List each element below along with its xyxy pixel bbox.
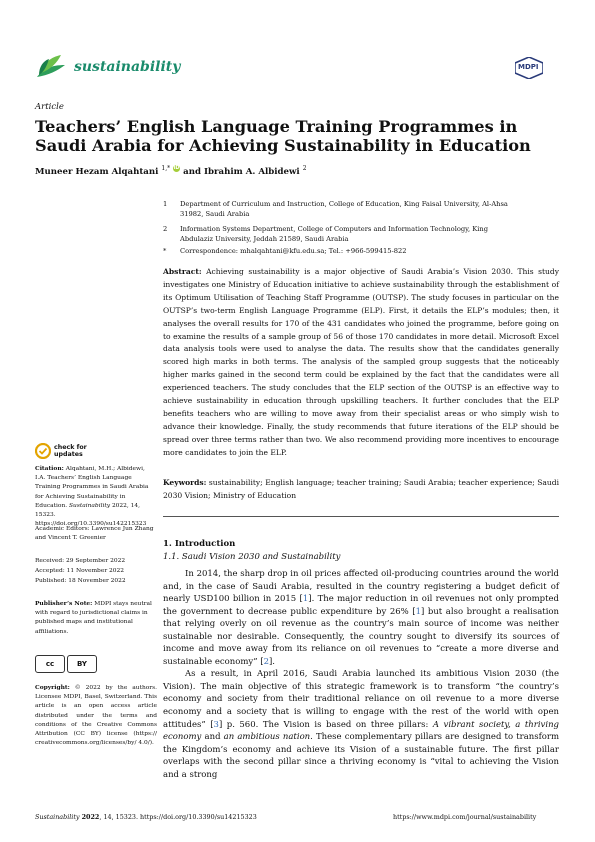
citation-link[interactable]: 1 bbox=[415, 606, 422, 617]
copyright bbox=[35, 683, 157, 748]
academic-editors: Academic Editors: Lawrence Jun Zhang and Vincent T. Greenier bbox=[35, 526, 154, 542]
abstract-label: Abstract: bbox=[163, 267, 202, 276]
abstract bbox=[163, 266, 559, 460]
paragraph: In 2014, the sharp drop in oil prices affected oil-producing countries around the world and, in the case of Saudi Arabia, resulted in the country registering a budget deficit of nearly USD100 billion in 2015 [1]. The major reduction in oil revenues not only prompted the government to decrease public expenditure by 26% [1] but also brought a realisation that relying overly on oil revenue as the country’s main source of income was neither sustainable nor desirable. Consequently, the country sought to diversify its sources of income and move away from its reliance on oil revenues to “create a more diverse and sustainable economy” [2]. bbox=[163, 569, 560, 667]
footer-year: 2022 bbox=[81, 813, 100, 821]
citation-journal: Sustainability bbox=[69, 502, 111, 509]
by-label: BY bbox=[76, 660, 88, 668]
article-type: Article bbox=[35, 102, 64, 112]
citation bbox=[35, 464, 157, 529]
citation-label: Citation: bbox=[35, 465, 64, 472]
check-updates-line1: check for bbox=[54, 444, 87, 451]
copyright-label: Copyright: bbox=[35, 684, 70, 691]
keywords-text: sustainability; English language; teacher training; Saudi Arabia; teacher experience; Saudi 2030 Vision; Ministry of Education bbox=[163, 478, 559, 500]
citation-volume[interactable]: 2022, 14, 15323. https://doi.org/10.3390/su142215323 bbox=[35, 502, 147, 528]
published-date: Published: 18 November 2022 bbox=[35, 578, 126, 584]
received-date: Received: 29 September 2022 bbox=[35, 558, 126, 564]
footer-url[interactable]: https://www.mdpi.com/journal/sustainability bbox=[393, 813, 537, 821]
check-updates-button[interactable] bbox=[35, 443, 95, 459]
affiliation-number: 1 bbox=[163, 200, 168, 208]
by-icon bbox=[67, 655, 97, 673]
affiliation-text: Department of Curriculum and Instruction, College of Education, King Faisal University, Al-Ahsa 31982, Saudi Arabia bbox=[180, 200, 508, 218]
author-name[interactable]: Muneer Hezam Alqahtani bbox=[35, 166, 159, 177]
cc-icon bbox=[35, 655, 65, 673]
section-title: 1. Introduction bbox=[163, 539, 236, 549]
footer-journal: Sustainability bbox=[35, 813, 80, 821]
footer-rest: , 14, 15323. https://doi.org/10.3390/su14215323 bbox=[99, 813, 257, 821]
keywords bbox=[163, 477, 559, 502]
affiliation-number: * bbox=[163, 247, 167, 255]
cc-by-license-badge[interactable] bbox=[35, 655, 97, 673]
author-sup: 2 bbox=[302, 165, 307, 172]
body-text bbox=[163, 568, 559, 781]
abstract-text: Achieving sustainability is a major objective of Saudi Arabia’s Vision 2030. This study investigates one Ministry of Education initiative to achieve sustainability through the establishment of its Optimum Utilisation of Teaching Staff Programme (OUTSP). The study focuses in particular on the OUTSP’s two-term English Language Programme (ELP). First, it details the ELP’s modules; then, it analyses the overall results for 170 of the 431 candidates who joined the programme, before going on to examine the results of a sample group of 56 of those 170 candidates in more detail. Microsoft Excel data analysis tools were used to analyse the data. The results show that the candidates generally scored high marks in both terms. The analysis of the sampled group suggests that the noticeably higher marks gained in the second term could be explained by the fact that the candidates were all experienced teachers. The study concludes that the ELP section of the OUTSP is an effective way to achieve sustainability in education through upskilling teachers. It further concludes that the ELP benefits teachers who are willing to move away from their specialist areas or who simply wish to advance their knowledge. Finally, the study recommends that future iterations of the ELP should be spread over three terms rather than two. We also recommend providing more incentives to encourage more candidates to join the ELP. bbox=[163, 267, 559, 457]
journal-name[interactable]: sustainability bbox=[74, 59, 181, 75]
check-updates-line2: updates bbox=[54, 451, 83, 458]
author-name[interactable]: Ibrahim A. Albidewi bbox=[203, 166, 300, 177]
subsection-title: 1.1. Saudi Vision 2030 and Sustainability bbox=[163, 552, 341, 562]
check-updates-icon bbox=[35, 443, 51, 459]
keywords-label: Keywords: bbox=[163, 478, 207, 487]
copyright-text: © 2022 by the authors. Licensee MDPI, Basel, Switzerland. This article is an open access article distributed under the terms and conditions of the Creative Commons Attribution (CC BY) license (https:// creativecommons.org/licenses/by/ 4.0/). bbox=[35, 685, 157, 747]
divider bbox=[163, 516, 559, 517]
correspondence[interactable]: Correspondence: mhalqahtani@kfu.edu.sa; Tel.: +966-599415-822 bbox=[180, 247, 407, 255]
journal-logo-icon bbox=[35, 53, 69, 81]
cc-label: cc bbox=[45, 660, 55, 668]
accepted-date: Accepted: 11 November 2022 bbox=[35, 568, 124, 574]
author-sup: 1,* bbox=[161, 165, 171, 172]
publisher-note bbox=[35, 599, 157, 637]
publisher-note-label: Publisher’s Note: bbox=[35, 600, 93, 607]
article-title: Teachers’ English Language Training Programmes in Saudi Arabia for Achieving Sustainability in Education bbox=[35, 117, 531, 155]
mdpi-logo-text: MDPI bbox=[518, 63, 539, 71]
affiliation-number: 2 bbox=[163, 225, 168, 233]
author-list bbox=[35, 165, 307, 177]
affiliation-text: Information Systems Department, College of Computers and Information Technology, King Abdulaziz University, Jeddah 21589, Saudi Arabia bbox=[180, 225, 489, 243]
citation-text: Alqahtani, M.H.; Albidewi, I.A. Teachers’ English Language Training Programmes in Saudi Arabia for Achieving Sustainability in Education. bbox=[35, 466, 149, 509]
paragraph: As a result, in April 2016, Saudi Arabia launched its ambitious Vision 2030 (the Vision). The main objective of this strategic framework is to transform “the country’s economy and society from their traditional reliance on oil revenue to a more diverse economy and a society that is willing to engage with the rest of the world with open attitudes” [3] p. 560. The Vision is based on three pillars: A vibrant society, a thriving economy and an ambitious nation. These complementary pillars are designed to transform the Kingdom’s economy and achieve its Vision of a sustainable future. The first pillar overlaps with the second pillar since a thriving economy is “vital to achieving the Vision and a strong bbox=[163, 669, 560, 780]
mdpi-logo[interactable] bbox=[515, 57, 543, 79]
author-join: and bbox=[183, 166, 201, 177]
publisher-note-text: MDPI stays neutral with regard to jurisdictional claims in published maps and institutional affiliations. bbox=[35, 601, 152, 635]
citation-link[interactable]: 1 bbox=[302, 594, 309, 605]
citation-link[interactable]: 3 bbox=[213, 719, 219, 730]
orcid-icon[interactable]: iD bbox=[173, 165, 180, 171]
footer-citation[interactable] bbox=[35, 813, 257, 821]
citation-link[interactable]: 2 bbox=[263, 656, 269, 667]
